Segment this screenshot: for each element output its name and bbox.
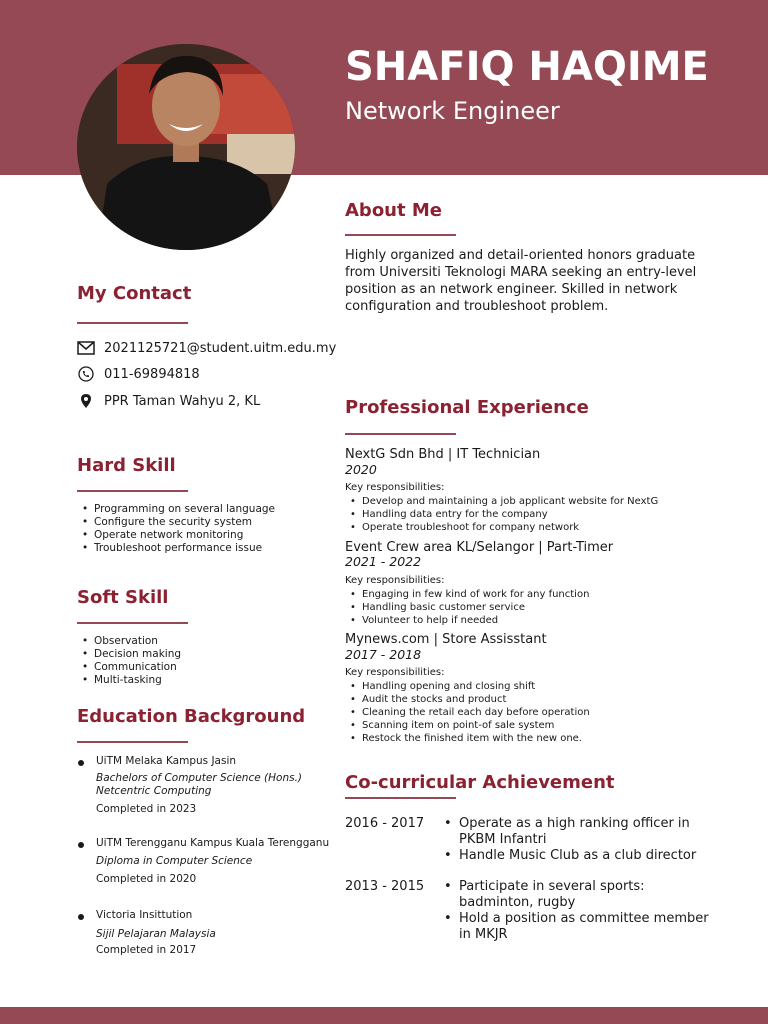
education-school: Victoria Insittution xyxy=(96,909,193,921)
education-heading: Education Background xyxy=(77,706,306,727)
job-key-label: Key responsibilities: xyxy=(345,575,445,586)
cocurricular-list xyxy=(441,816,711,864)
education-program: Bachelors of Computer Science (Hons.) xyxy=(96,772,303,784)
cocurricular-underline xyxy=(345,797,456,799)
location-pin-icon xyxy=(77,393,95,409)
list-item: • Cleaning the retail each day before operation xyxy=(345,706,590,719)
job-title: Network Engineer xyxy=(345,97,560,125)
contact-phone-text: 011-69894818 xyxy=(104,366,200,382)
job-title-line: Mynews.com | Store Assisstant xyxy=(345,632,547,647)
job-years: 2021 - 2022 xyxy=(345,554,422,569)
education-completed: Completed in 2020 xyxy=(96,873,197,885)
contact-underline xyxy=(77,322,188,324)
about-underline xyxy=(345,234,456,236)
job-years: 2020 xyxy=(345,462,377,477)
contact-address xyxy=(77,393,260,409)
about-text: Highly organized and detail-oriented honors graduate from Universiti Teknologi MARA seeking an entry-level position as an network engineer. Skilled in network configuration and troubleshoot problem. xyxy=(345,248,697,314)
profile-photo-illustration xyxy=(77,44,295,250)
hard-skill-list xyxy=(77,503,275,555)
list-item: • Configure the security system xyxy=(77,516,275,529)
soft-skill-list xyxy=(77,635,181,687)
list-item: • Handling opening and closing shift xyxy=(345,680,590,693)
job-title-line: NextG Sdn Bhd | IT Technician xyxy=(345,447,541,462)
contact-address-text: PPR Taman Wahyu 2, KL xyxy=(104,393,261,409)
list-item: • Handling data entry for the company xyxy=(345,508,658,521)
cocurricular-years: 2013 - 2015 xyxy=(345,879,425,894)
contact-phone[interactable] xyxy=(77,366,200,382)
contact-heading: My Contact xyxy=(77,283,192,304)
education-completed: Completed in 2017 xyxy=(96,944,197,956)
cocurricular-years: 2016 - 2017 xyxy=(345,816,425,831)
job-years: 2017 - 2018 xyxy=(345,647,422,662)
candidate-name: SHAFIQ HAQIME xyxy=(345,44,709,90)
education-school: UiTM Terengganu Kampus Kuala Terengganu xyxy=(96,837,330,849)
contact-email-text: 2021125721@student.uitm.edu.my xyxy=(104,340,337,356)
education-program: Diploma in Computer Science xyxy=(96,855,253,867)
contact-email[interactable] xyxy=(77,340,336,356)
list-item: • Engaging in few kind of work for any function xyxy=(345,588,589,601)
list-item: • Participate in several sports: badminton, rugby xyxy=(441,879,711,911)
envelope-icon xyxy=(77,340,95,356)
list-item: • Operate troubleshoot for company network xyxy=(345,521,658,534)
list-item: • Observation xyxy=(77,635,181,648)
hard-skill-underline xyxy=(77,490,188,492)
footer-banner xyxy=(0,1007,768,1024)
phone-icon xyxy=(77,366,95,382)
education-program-detail: Netcentric Computing xyxy=(96,785,212,797)
list-item: • Operate network monitoring xyxy=(77,529,275,542)
cocurricular-list xyxy=(441,879,711,943)
education-bullet xyxy=(78,842,84,848)
job-responsibilities xyxy=(345,680,590,745)
education-school: UiTM Melaka Kampus Jasin xyxy=(96,755,237,767)
soft-skill-underline xyxy=(77,622,188,624)
list-item: • Decision making xyxy=(77,648,181,661)
list-item: • Multi-tasking xyxy=(77,674,181,687)
soft-skill-heading: Soft Skill xyxy=(77,587,169,608)
list-item: • Volunteer to help if needed xyxy=(345,614,589,627)
list-item: • Handling basic customer service xyxy=(345,601,589,614)
education-underline xyxy=(77,741,188,743)
job-responsibilities xyxy=(345,495,658,534)
list-item: • Restock the finished item with the new one. xyxy=(345,732,590,745)
cocurricular-heading: Co-curricular Achievement xyxy=(345,772,615,793)
job-key-label: Key responsibilities: xyxy=(345,482,445,493)
hard-skill-heading: Hard Skill xyxy=(77,455,176,476)
list-item: • Troubleshoot performance issue xyxy=(77,542,275,555)
profile-photo xyxy=(77,44,295,250)
about-heading: About Me xyxy=(345,200,442,221)
education-program: Sijil Pelajaran Malaysia xyxy=(96,928,216,940)
list-item: • Programming on several language xyxy=(77,503,275,516)
education-bullet xyxy=(78,914,84,920)
list-item: • Scanning item on point-of sale system xyxy=(345,719,590,732)
experience-heading: Professional Experience xyxy=(345,397,589,418)
job-key-label: Key responsibilities: xyxy=(345,667,445,678)
list-item: • Hold a position as committee member in MKJR xyxy=(441,911,711,943)
list-item: • Develop and maintaining a job applicant website for NextG xyxy=(345,495,658,508)
list-item: • Handle Music Club as a club director xyxy=(441,848,711,864)
education-completed: Completed in 2023 xyxy=(96,803,197,815)
list-item: • Operate as a high ranking officer in PKBM Infantri xyxy=(441,816,711,848)
list-item: • Communication xyxy=(77,661,181,674)
education-bullet xyxy=(78,760,84,766)
job-title-line: Event Crew area KL/Selangor | Part-Timer xyxy=(345,540,614,555)
job-responsibilities xyxy=(345,588,589,627)
list-item: • Audit the stocks and product xyxy=(345,693,590,706)
experience-underline xyxy=(345,433,456,435)
